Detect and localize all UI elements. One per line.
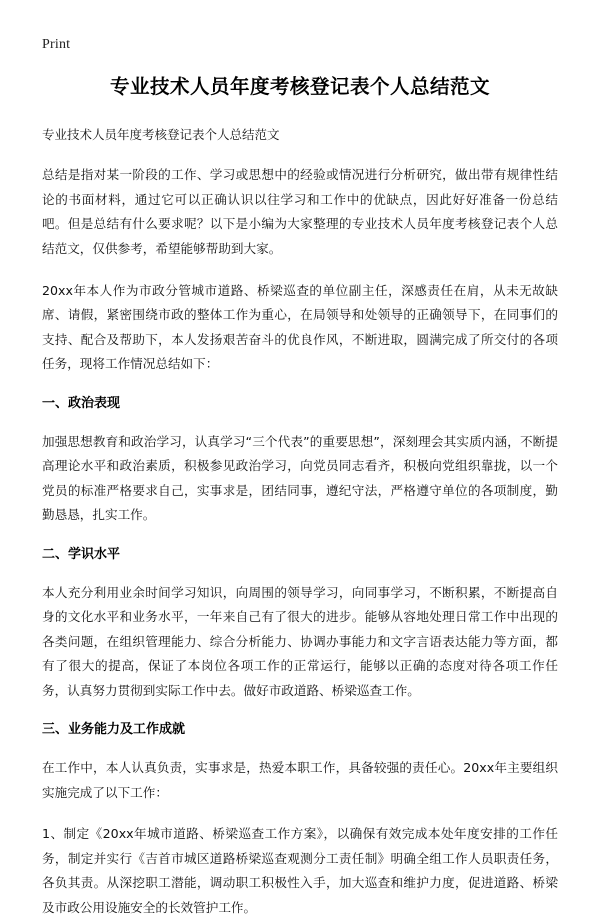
overview-paragraph: 20xx年本人作为市政分管城市道路、桥梁巡查的单位副主任，深感责任在肩，从未无故缺席、请假，紧密围绕市政的整体工作为重心，在局领导和处领导的正确领导下，在同事们的支持、配合及帮助下，本人发扬艰苦奋斗的优良作风，不断进取，圆满完成了所交付的各项任务，现将工作情况总结如下： (42, 282, 558, 372)
print-button[interactable]: Print (42, 37, 71, 52)
section-heading-political: 一、政治表现 (42, 395, 121, 411)
business-item-1: 1、制定《20xx年城市道路、桥梁巡查工作方案》，以确保有效完成本处年度安排的工作任务，制定并实行《吉首市城区道路桥梁巡查观测分工责任制》明确全组工作人员职责任务，各负其责。从深挖职工潜能，调动职工积极性入手，加大巡查和维护力度，促进道路、桥梁及市政公用设施安全的长效管护工作。 (42, 826, 558, 915)
section-heading-knowledge: 二、学识水平 (42, 546, 121, 562)
business-paragraph: 在工作中，本人认真负责，实事求是，热爱本职工作，具备较强的责任心。20xx年主要组织实施完成了以下工作： (42, 760, 558, 800)
intro-paragraph: 总结是指对某一阶段的工作、学习或思想中的经验或情况进行分析研究，做出带有规律性结论的书面材料，通过它可以正确认识以往学习和工作中的优缺点，因此好好准备一份总结吧。但是总结有什么要求呢？以下是小编为大家整理的专业技术人员年度考核登记表个人总结范文，仅供参考，希望能够帮助到大家。 (42, 167, 558, 256)
knowledge-paragraph: 本人充分利用业余时间学习知识，向周围的领导学习，向同事学习，不断积累，不断提高自身的文化水平和业务水平，一年来自己有了很大的进步。能够从容地处理日常工作中出现的各类问题，在组织管理能力、综合分析能力、协调办事能力和文字言语表达能力等方面，都有了很大的提高，保证了本岗位各项工作的正常运行，能够以正确的态度对待各项工作任务，认真努力贯彻到实际工作中去。做好市政道路、桥梁巡查工作。 (42, 584, 558, 698)
document-subtitle: 专业技术人员年度考核登记表个人总结范文 (42, 127, 280, 143)
political-paragraph: 加强思想教育和政治学习，认真学习“三个代表”的重要思想”，深刻理会其实质内涵，不断提高理论水平和政治素质，积极参见政治学习，向党员同志看齐，积极向党组织靠拢，以一个党员的标准严格要求自己，实事求是，团结同事，遵纪守法，严格遵守单位的各项制度，勤勤恳恳，扎实工作。 (42, 433, 558, 523)
page-title: 专业技术人员年度考核登记表个人总结范文 (109, 75, 490, 98)
section-heading-business: 三、业务能力及工作成就 (42, 722, 186, 738)
